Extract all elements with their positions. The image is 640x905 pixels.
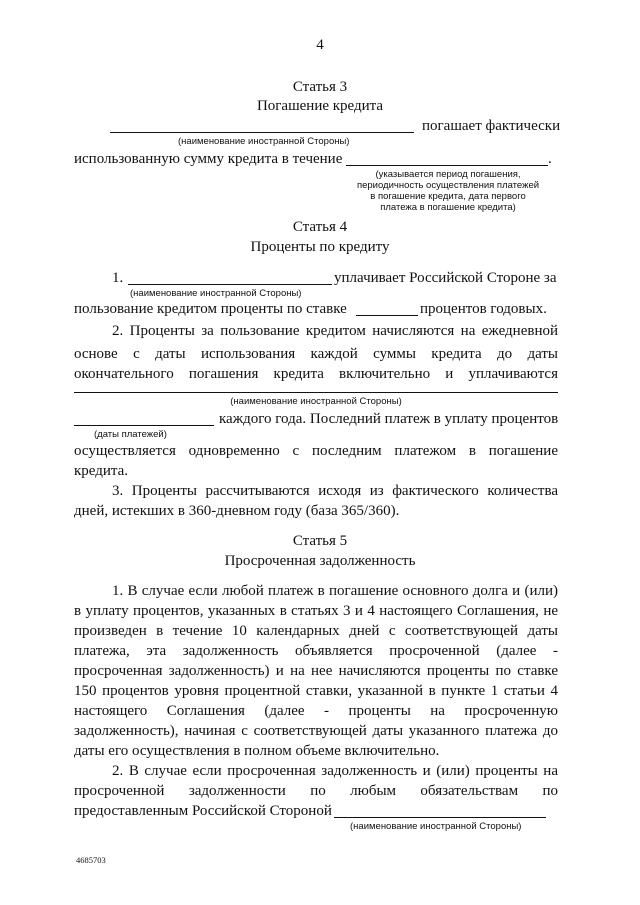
art5-p1-line3: произведен в течение 10 календарных дней с соответствующей даты — [74, 623, 558, 639]
art4-p3-line2: дней, истекших в 360-дневном году (база 365/360). — [74, 503, 400, 519]
page-number: 4 — [316, 37, 324, 53]
note-period-1: (указывается период погашения, — [375, 169, 521, 180]
art5-p1-line1: 1. В случае если любой платеж в погашение основного долга и (или) — [112, 583, 558, 599]
art5-p1-line8: задолженность), начиная с соответствующей даты указанного платежа до — [74, 723, 558, 739]
article-5-title: Статья 5 — [292, 533, 348, 549]
art4-p2-line5: каждого года. Последний платеж в уплату процентов — [219, 411, 559, 427]
art5-p1-line5: просроченная задолженность) и на нее начисляются проценты по ставке — [74, 663, 558, 679]
article-5-subtitle: Просроченная задолженность — [224, 553, 416, 569]
art5-p2-line2: просроченной задолженности по любым обязательствам по — [74, 783, 558, 799]
art5-p1-line2: в уплату процентов, указанных в статьях 3 и 4 настоящего Соглашения, не — [74, 603, 558, 619]
art3-line2-end: . — [548, 151, 552, 167]
note-period-3: в погашение кредита, дата первого — [370, 191, 526, 202]
blank-party-line-2 — [128, 284, 332, 285]
art4-p3-line1: 3. Проценты рассчитываются исходя из фактического количества — [112, 483, 558, 499]
note-party: (наименование иностранной Стороны) — [178, 136, 350, 147]
art3-line2: использованную сумму кредита в течение — [74, 151, 343, 167]
article-3-subtitle: Погашение кредита — [256, 98, 384, 114]
art5-p1-line4: платежа, эта задолженность объявляется просроченной (далее - — [74, 643, 558, 659]
note-period-4: платежа в погашение кредита) — [380, 202, 516, 213]
art5-p1-line7: настоящего Соглашения (далее - проценты на просроченную — [74, 703, 558, 719]
art4-p1-number: 1. — [112, 270, 124, 286]
article-4-subtitle: Проценты по кредиту — [250, 239, 390, 255]
art4-p2-line7: кредита. — [74, 463, 129, 479]
art5-p1-line9: даты его осуществления в полном объеме включительно. — [74, 743, 440, 759]
blank-party-line — [110, 132, 414, 133]
note-period-2: периодичность осуществления платежей — [356, 180, 540, 191]
art3-line1-tail: погашает фактически — [422, 118, 561, 134]
blank-period-line — [346, 165, 548, 166]
footer-code: 4685703 — [76, 855, 106, 865]
note-dates: (даты платежей) — [94, 429, 167, 440]
blank-party-line-3 — [74, 392, 558, 393]
art5-p2-line3: предоставленным Российской Стороной — [74, 803, 332, 819]
note-party-3: (наименование иностранной Стороны) — [230, 396, 402, 407]
blank-rate-line — [356, 315, 418, 316]
art4-p2-line6: осуществляется одновременно с последним платежом в погашение — [74, 443, 558, 459]
art4-p1-line2a: пользование кредитом проценты по ставке — [74, 301, 347, 317]
blank-party-line-4 — [334, 817, 546, 818]
art4-p1-tail: уплачивает Российской Стороне за — [334, 270, 557, 286]
article-3-title: Статья 3 — [292, 79, 348, 95]
art4-p2-line1: 2. Проценты за пользование кредитом начисляются на ежедневной — [112, 323, 558, 339]
art5-p1-line6: 150 процентов уровня процентной ставки, указанной в пункте 1 статьи 4 — [74, 683, 558, 699]
art4-p2-line2: основе с даты использования каждой суммы кредита до даты — [74, 346, 558, 362]
art5-p2-line1: 2. В случае если просроченная задолженность и (или) проценты на — [112, 763, 558, 779]
article-4-title: Статья 4 — [292, 219, 348, 235]
blank-dates-line — [74, 425, 214, 426]
art4-p1-line2b: процентов годовых. — [420, 301, 547, 317]
note-party-2: (наименование иностранной Стороны) — [130, 288, 302, 299]
note-party-4: (наименование иностранной Стороны) — [350, 821, 522, 832]
art4-p2-line3: окончательного погашения кредита включительно и уплачиваются — [74, 366, 558, 382]
